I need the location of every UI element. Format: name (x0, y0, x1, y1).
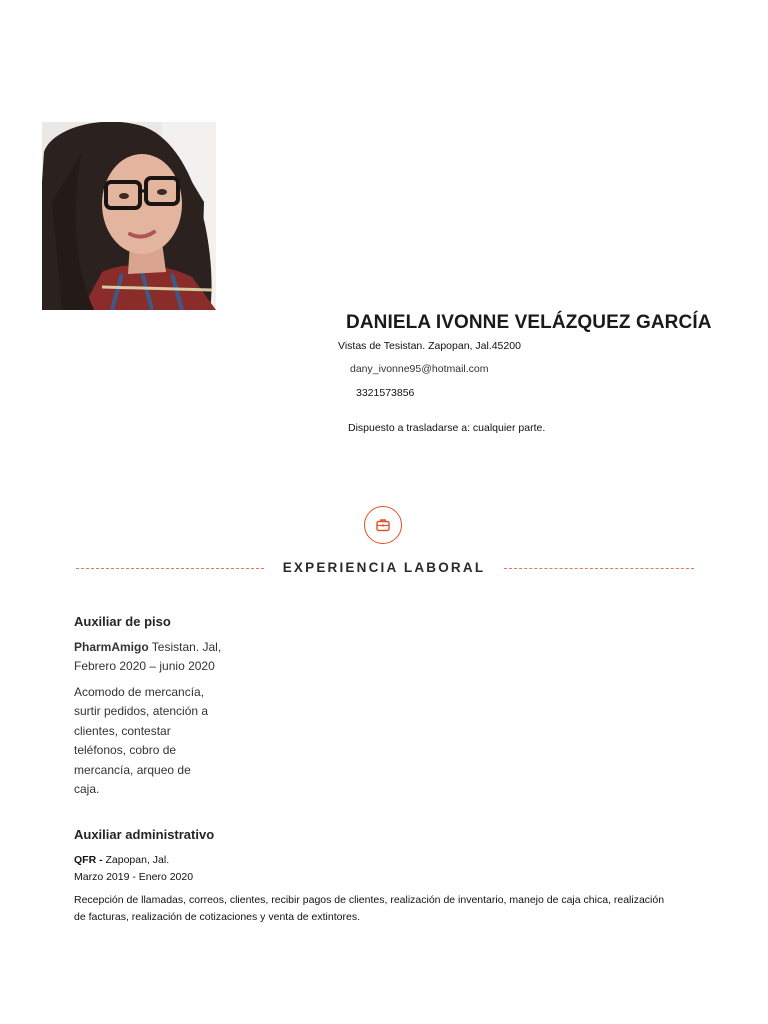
briefcase-icon (376, 518, 390, 532)
job-dates: Marzo 2019 - Enero 2020 (74, 871, 194, 883)
relocation-note: Dispuesto a trasladarse a: cualquier parte. (348, 422, 546, 434)
job-description: Recepción de llamadas, correos, clientes, recibir pagos de clientes, realización de inventario, manejo de caja chica, realización de facturas, realización de cotizaciones y venta de extintores. (74, 894, 665, 923)
job-company: PharmAmigo (74, 640, 149, 654)
address: Vistas de Tesistan. Zapopan, Jal.45200 (338, 340, 521, 352)
profile-photo (42, 122, 216, 310)
section-divider-left (76, 568, 264, 569)
candidate-name: DANIELA IVONNE VELÁZQUEZ GARCÍA (346, 312, 712, 333)
job-company-line (74, 638, 221, 657)
phone-number: 3321573856 (356, 387, 415, 399)
job-title: Auxiliar administrativo (74, 827, 215, 842)
job-company: QFR - (74, 854, 103, 866)
job-location: Tesistan. Jal, (148, 640, 222, 654)
section-divider-right (504, 568, 694, 569)
email[interactable]: dany_ivonne95@hotmail.com (350, 363, 489, 375)
job-location: Zapopan, Jal. (102, 854, 170, 866)
job-title: Auxiliar de piso (74, 614, 171, 629)
section-title: EXPERIENCIA LABORAL (282, 560, 486, 575)
portrait-image (42, 122, 216, 310)
job-description: Acomodo de mercancía, surtir pedidos, atención a clientes, contestar teléfonos, cobro de mercancía, arqueo de caja. (74, 685, 209, 797)
job-dates: Febrero 2020 – junio 2020 (74, 659, 215, 673)
job-company-line (74, 852, 169, 869)
section-icon-circle (364, 506, 402, 544)
